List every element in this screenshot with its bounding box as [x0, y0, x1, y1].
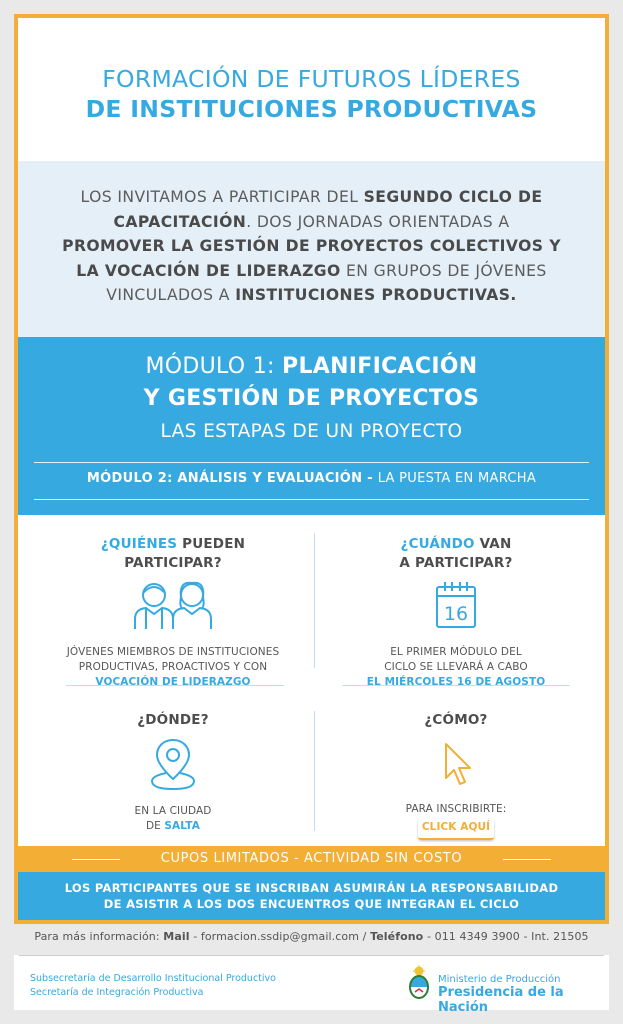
- cuando-question: [311, 535, 601, 573]
- cupos-line-left: [72, 859, 120, 860]
- module-1-title-b: Y GESTIÓN DE PROYECTOS: [143, 386, 480, 411]
- cuando-highlight: ¿CUÁNDO: [400, 536, 475, 552]
- mail-address[interactable]: - formacion.ssdip@gmail.com /: [189, 930, 371, 943]
- module-1-prefix: MÓDULO 1:: [145, 354, 283, 379]
- como-description: [311, 802, 601, 840]
- como-desc-line-1: PARA INSCRIBIRTE:: [405, 803, 507, 815]
- module-1-title-a: PLANIFICACIÓN: [282, 354, 478, 379]
- phone-label: Teléfono: [370, 930, 424, 943]
- intro-part-2: . DOS JORNADAS ORIENTADAS A: [246, 212, 510, 231]
- phone-number: - 011 4349 3900 - Int. 21505: [423, 930, 589, 943]
- footer-subsecretaria: Subsecretaría de Desarrollo Institucional Productivo: [30, 973, 276, 984]
- cupos-line-right: [503, 859, 551, 860]
- intro-bold-1: SEGUNDO CICLO DE CAPACITACIÓN: [113, 188, 543, 231]
- quienes-line-2: PARTICIPAR?: [124, 555, 222, 571]
- como-question: ¿CÓMO?: [424, 712, 488, 728]
- cuando-desc-highlight: EL MIÉRCOLES 16 DE AGOSTO: [366, 676, 546, 688]
- quienes-desc-line-2: PRODUCTIVAS, PROACTIVOS Y CON: [78, 661, 268, 673]
- flyer-frame: [14, 14, 609, 924]
- donde-block: [28, 711, 318, 834]
- donde-desc-pre: DE: [146, 820, 165, 832]
- modules-band: [18, 337, 605, 515]
- module-2-bold: MÓDULO 2: ANÁLISIS Y EVALUACIÓN -: [86, 471, 378, 486]
- module-2-rest: LA PUESTA EN MARCHA: [377, 471, 537, 486]
- contact-info: [0, 930, 623, 943]
- title-line-1: FORMACIÓN DE FUTUROS LÍDERES: [102, 65, 521, 93]
- title-line-2: DE INSTITUCIONES PRODUCTIVAS: [85, 95, 538, 123]
- intro-part-3: EN GRUPOS DE JÓVENES VINCULADOS A: [106, 261, 547, 304]
- contact-pre: Para más información:: [34, 930, 164, 943]
- mail-label: Mail: [163, 930, 190, 943]
- donde-desc-line-2: [28, 819, 318, 834]
- module-1-subtitle: LAS ESTAPAS DE UN PROYECTO: [160, 421, 463, 442]
- responsibility-line-2: DE ASISTIR A LOS DOS ENCUENTROS QUE INTEGRAN EL CICLO: [103, 897, 520, 911]
- people-icon: [131, 579, 215, 631]
- cupos-text: CUPOS LIMITADOS - ACTIVIDAD SIN COSTO: [160, 851, 463, 866]
- donde-description: [28, 804, 318, 834]
- como-block: [311, 711, 601, 840]
- footer-presidencia: Presidencia de la Nación: [438, 985, 564, 1015]
- donde-desc-highlight: SALTA: [164, 820, 200, 832]
- footer-separator: [19, 955, 604, 956]
- cuando-block: [311, 535, 601, 690]
- click-aqui-button[interactable]: CLICK AQUÍ: [418, 819, 494, 840]
- intro-text: [18, 161, 605, 337]
- quienes-rest: PUEDEN: [177, 536, 246, 552]
- coat-of-arms-icon: [406, 965, 432, 1001]
- intro-part-1: LOS INVITAMOS A PARTICIPAR DEL: [80, 188, 364, 206]
- quienes-block: [28, 535, 318, 690]
- calendar-icon: [434, 579, 478, 631]
- responsibility-line-1: LOS PARTICIPANTES QUE SE INSCRIBAN ASUMIRÁN LA RESPONSABILIDAD: [64, 881, 559, 895]
- quienes-desc-line-1: JÓVENES MIEMBROS DE INSTITUCIONES: [66, 646, 280, 658]
- header: [18, 18, 605, 161]
- cuando-rest: VAN: [474, 536, 512, 552]
- cuando-desc-line-1: EL PRIMER MÓDULO DEL: [390, 646, 522, 658]
- footer-secretaria: Secretaría de Integración Productiva: [30, 987, 204, 998]
- module-2-line: [18, 471, 605, 486]
- cupos-banner: [18, 846, 605, 872]
- responsibility-banner: [18, 872, 605, 920]
- quienes-question: [28, 535, 318, 573]
- calendar-day: 16: [443, 603, 469, 625]
- quienes-description: [28, 645, 318, 690]
- intro-bold-2: PROMOVER LA GESTIÓN DE PROYECTOS COLECTIVOS Y LA VOCACIÓN DE LIDERAZGO: [62, 237, 561, 280]
- cursor-arrow-icon: [436, 736, 476, 792]
- quienes-highlight: ¿QUIÉNES: [100, 536, 178, 552]
- footer-ministerio: Ministerio de Producción: [438, 974, 561, 985]
- module-1-title: [18, 351, 605, 383]
- quienes-desc-highlight: VOCACIÓN DE LIDERAZGO: [95, 676, 251, 688]
- info-grid: [18, 515, 605, 850]
- cuando-desc-line-2: CICLO SE LLEVARÁ A CABO: [384, 661, 528, 673]
- donde-question: ¿DÓNDE?: [137, 712, 209, 728]
- location-pin-icon: [148, 736, 198, 792]
- donde-desc-line-1: EN LA CIUDAD: [134, 805, 212, 817]
- module-divider-bottom: [34, 499, 589, 500]
- module-divider-top: [34, 462, 589, 463]
- cuando-description: [311, 645, 601, 690]
- cuando-line-2: A PARTICIPAR?: [399, 555, 513, 571]
- footer: [14, 955, 609, 1015]
- intro-bold-3: INSTITUCIONES PRODUCTIVAS.: [235, 286, 517, 304]
